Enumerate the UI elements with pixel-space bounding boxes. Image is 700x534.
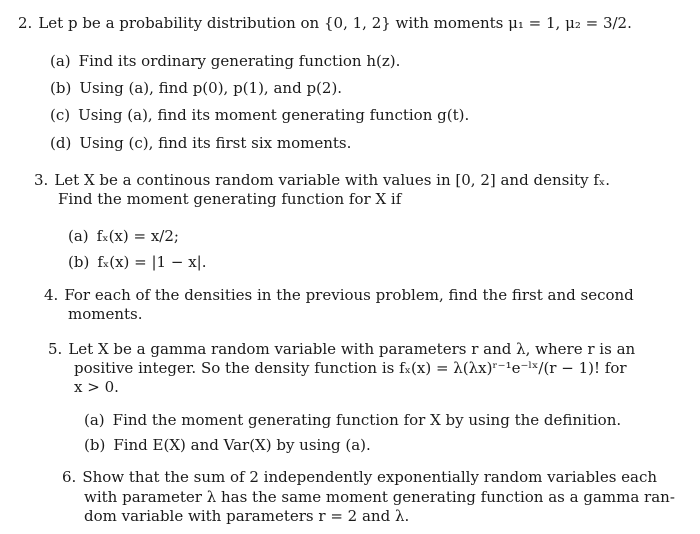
problem-3-part-a [68,226,179,246]
problem-4-line-2 [68,304,143,324]
problem-3-line-2 [58,189,401,209]
part-text: Find E(X) and Var(X) by using (a). [113,436,371,454]
part-label: (b) [84,436,106,454]
problem-2-part-b [50,78,342,98]
part-text: Find the moment generating function for X by using the definition. [112,411,622,429]
problem-4-line-1 [44,285,634,305]
part-label: (c) [50,106,71,124]
problem-6-line-2 [84,487,675,507]
problem-2-part-c [50,105,469,125]
problem-5-part-a [84,410,621,430]
part-text: Find its ordinary generating function h(z). [78,52,401,70]
problem-2-line-1 [18,13,632,33]
problem-5-line-2 [74,358,627,378]
problem-stem-text: positive integer. So the density function is fₓ(x) = λ(λx)ʳ⁻¹e⁻ˡˣ/(r − 1)! for [74,359,627,377]
problem-number: 2. [18,14,33,32]
problem-stem-text: dom variable with parameters r = 2 and λ. [84,507,410,525]
problem-stem-text: Show that the sum of 2 independently exponentially random variables each [82,468,658,486]
part-text: Using (a), find its moment generating function g(t). [78,106,470,124]
part-label: (d) [50,134,72,152]
problem-stem-text: Let p be a probability distribution on {0, 1, 2} with moments μ₁ = 1, μ₂ = 3/2. [38,14,632,32]
part-text: Using (c), find its first six moments. [79,134,352,152]
problem-number: 4. [44,286,59,304]
problem-5-line-1 [48,339,635,359]
part-label: (b) [50,79,72,97]
part-label: (a) [50,52,71,70]
problem-6-line-3 [84,506,409,526]
part-label: (a) [84,411,105,429]
problem-3-part-b [68,252,206,272]
problem-stem-text: x > 0. [74,378,119,396]
problem-stem-text: Find the moment generating function for X if [58,190,402,208]
problem-stem-text: For each of the densities in the previous problem, find the first and second [64,286,634,304]
problem-2-part-a [50,51,400,71]
problem-stem-text: moments. [68,305,143,323]
problem-6-line-1 [62,467,657,487]
problem-number: 5. [48,340,63,358]
problem-stem-text: Let X be a gamma random variable with parameters r and λ, where r is an [68,340,636,358]
part-text: fₓ(x) = x/2; [96,227,179,245]
part-label: (b) [68,253,90,271]
part-label: (a) [68,227,89,245]
problem-5-part-b [84,435,371,455]
problem-5-line-3 [74,377,119,397]
problem-stem-text: with parameter λ has the same moment generating function as a gamma ran- [84,488,675,506]
problem-3-line-1 [34,170,610,190]
problem-number: 3. [34,171,49,189]
problem-stem-text: Let X be a continous random variable with values in [0, 2] and density fₓ. [54,171,611,189]
problem-2-part-d [50,133,351,153]
part-text: fₓ(x) = |1 − x|. [97,253,207,271]
part-text: Using (a), find p(0), p(1), and p(2). [79,79,343,97]
problem-number: 6. [62,468,77,486]
